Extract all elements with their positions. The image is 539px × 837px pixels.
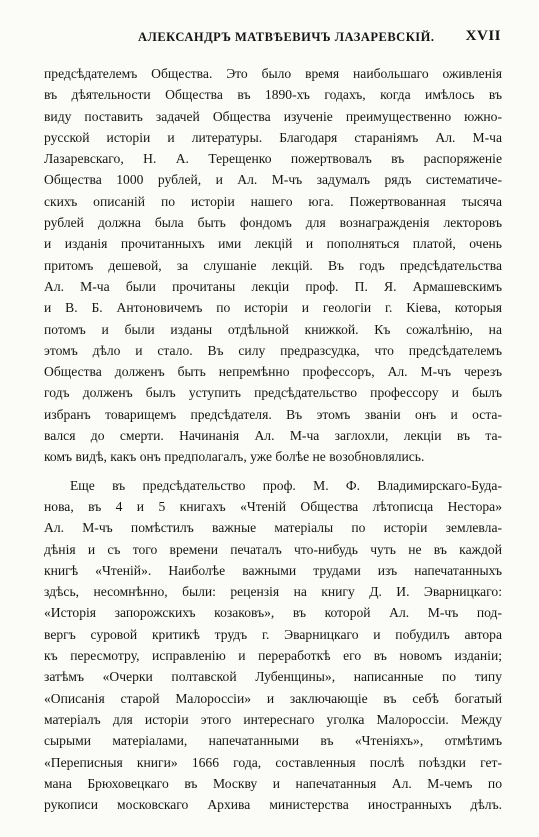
text-line: этомъ дѣло и стало. Въ силу предразсудка, что предсѣдателемъ [44, 342, 502, 358]
text-line: скихъ описаній по исторіи нашего юга. Пожертвованная тысяча [44, 193, 502, 209]
text-line: нова, въ 4 и 5 книгахъ «Чтеній Общества лѣтописца Нестора» [44, 498, 502, 514]
text-line: сырыми матеріалами, напечатанными въ «Чтеніяхъ», отмѣтимъ [44, 733, 502, 749]
text-line: и изданія прочитанныхъ ими лекцій и пополняться платой, очень [44, 236, 502, 252]
text-line: вался до смерти. Начинанія Ал. М-ча заглохли, лекціи въ та- [44, 428, 502, 444]
running-title: АЛЕКСАНДРЪ МАТВѢЕВИЧЪ ЛАЗАРЕВСКІЙ. [138, 30, 435, 44]
text-line: Общества 1000 рублей, и Ал. М-чъ задумалъ рядъ систематиче- [44, 172, 502, 188]
text-line: дѣнія и съ того времени печаталъ что-нибудь чуть не въ каждой [44, 541, 502, 557]
text-line: Лазаревскаго, Н. А. Терещенко пожертвовалъ въ распоряженіе [44, 151, 502, 167]
text-line: Общества долженъ быть непремѣнно профессоръ, Ал. М-чъ черезъ [44, 364, 502, 380]
text-line: затѣмъ «Очерки полтавской Лубенщины», написанные по типу [44, 669, 502, 685]
paragraph-2 [44, 475, 502, 816]
text-line: рублей должна была быть фондомъ для вознагражденія лекторовъ [44, 215, 502, 231]
paragraph-spacer [44, 468, 502, 475]
text-line: вергъ суровой критикѣ трудъ г. Эварницкаго и побудилъ автора [44, 626, 502, 642]
text-line: и В. Б. Антоновичемъ по исторіи и геологіи г. Кіева, которыя [44, 300, 502, 316]
text-line: мана Брюховецкаго въ Москву и напечатанныя Ал. М-чемъ по [44, 775, 502, 791]
text-line: виду поставить задачей Общества изученіе преимущественно южно- [44, 108, 502, 124]
text-line: Ал. М-чъ помѣстилъ важные матеріалы по исторіи землевла- [44, 520, 502, 536]
text-line: книгѣ «Чтеній». Наиболѣе важными трудами изъ напечатанныхъ [44, 562, 502, 578]
text-line: рукописи московскаго Архива министерства иностранныхъ дѣлъ. [44, 797, 502, 813]
text-line: матеріалъ для исторіи этого интереснаго уголка Малороссіи. Между [44, 711, 502, 727]
text-line: въ дѣятельности Общества въ 1890-хъ годахъ, когда имѣлось въ [44, 87, 502, 103]
text-line: предсѣдателемъ Общества. Это было время наибольшаго оживленія [44, 66, 502, 81]
body-text [44, 63, 502, 815]
text-line: здѣсь, несомнѣнно, были: рецензія на книгу Д. И. Эварницкаго: [44, 584, 502, 600]
text-line: къ пересмотру, исправленію и переработкѣ его въ новомъ изданіи; [44, 648, 502, 664]
text-line: «Исторія запорожскихъ козаковъ», въ которой Ал. М-чъ под- [44, 605, 502, 621]
text-line: Ал. М-ча были прочитаны лекціи проф. П. Я. Армашевскимъ [44, 278, 502, 294]
text-line: комъ видѣ, какъ онъ предполагалъ, уже болѣе не возобновлялись. [44, 449, 425, 465]
text-line: русской исторіи и литературы. Благодаря стараніямъ Ал. М-ча [44, 129, 502, 145]
text-line: годъ долженъ былъ уступить предсѣдательство профессору и былъ [44, 385, 502, 401]
text-line: «Переписныя книги» 1666 года, составленныя послѣ поѣздки гет- [44, 754, 502, 770]
text-line: потомъ и были изданы отдѣльной книжкой. Къ сожалѣнію, на [44, 321, 502, 337]
text-line: притомъ дешевой, за слушаніе лекцій. Въ годъ предсѣдательства [44, 257, 502, 273]
paragraph-1 [44, 63, 502, 468]
text-line: Еще въ предсѣдательство проф. М. Ф. Владимирскаго-Буда- [70, 477, 502, 493]
page-header [60, 28, 501, 48]
text-line: «Описанія старой Малороссіи» и заключающіе въ себѣ богатый [44, 690, 502, 706]
text-line: избранъ товарищемъ предсѣдателя. Въ этомъ званіи онъ и оста- [44, 406, 502, 422]
page-number: XVII [465, 28, 501, 44]
